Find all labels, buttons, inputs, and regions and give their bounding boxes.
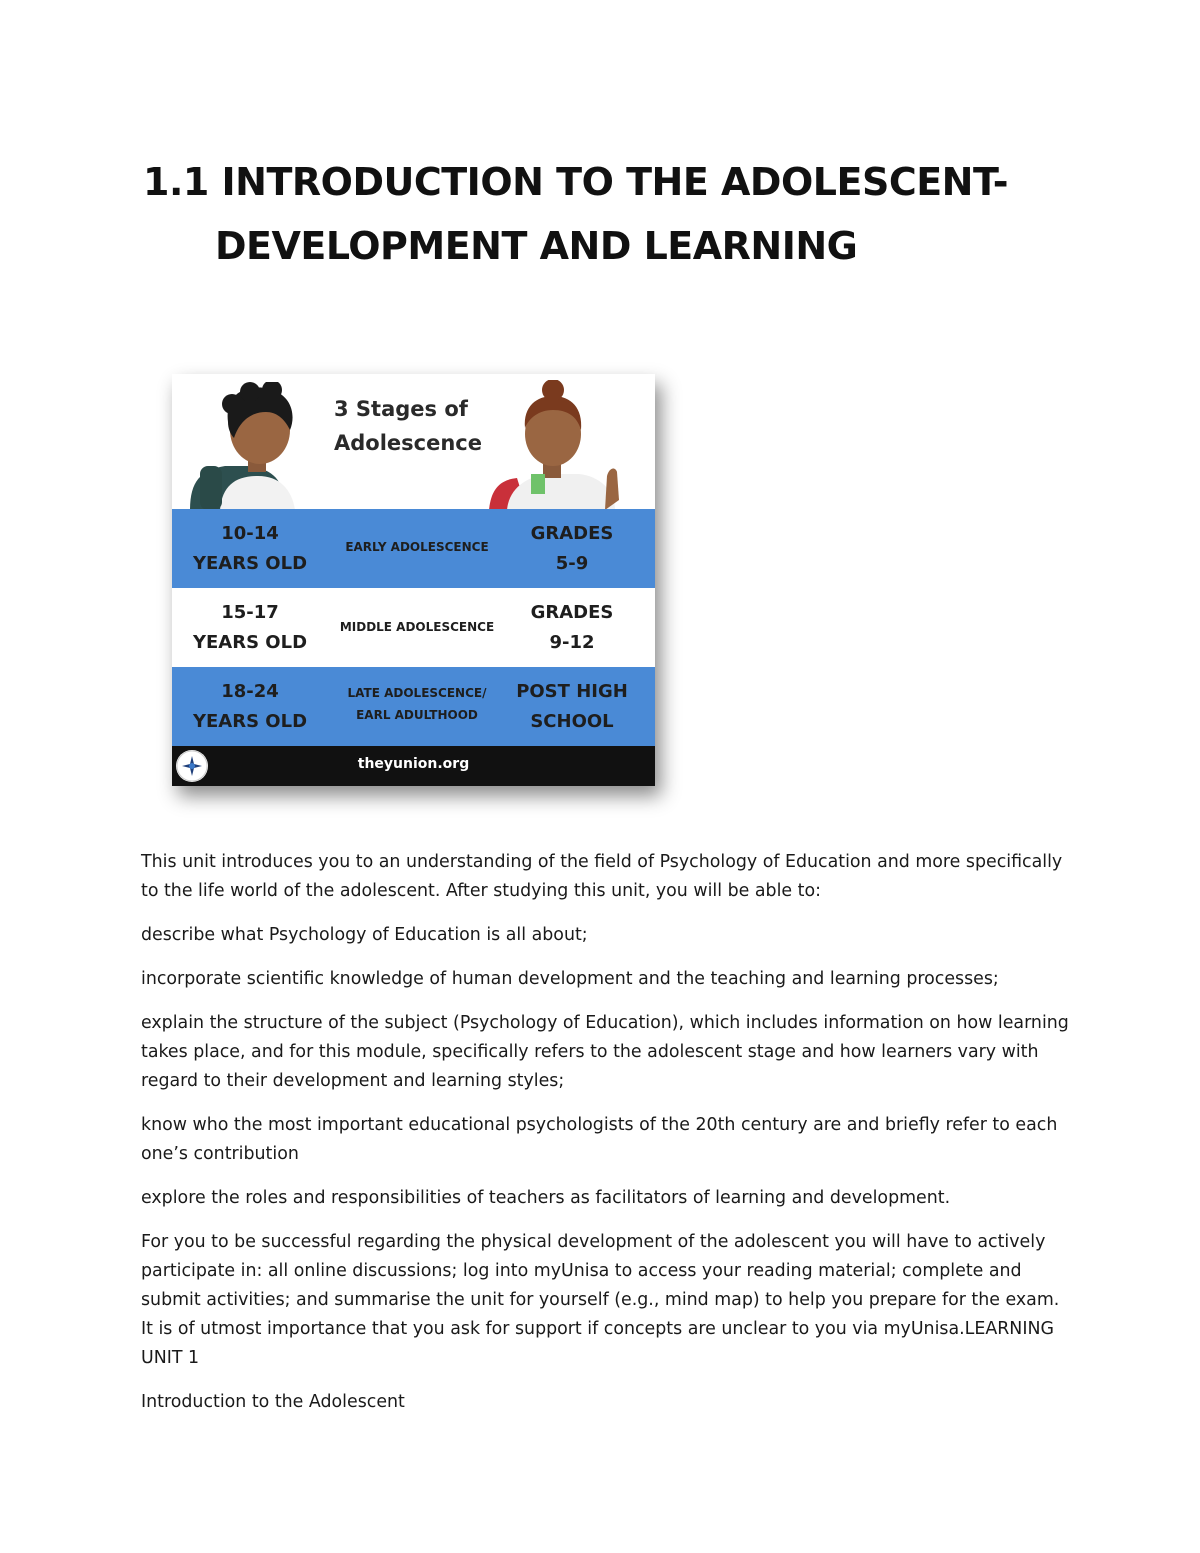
section-subtitle: Introduction to the Adolescent bbox=[141, 1392, 405, 1412]
grade-label: POST HIGH bbox=[516, 681, 628, 702]
infographic-title-line-2: Adolescence bbox=[334, 431, 482, 455]
body-text bbox=[141, 848, 1071, 1432]
objective-item: describe what Psychology of Education is all about; bbox=[141, 925, 588, 945]
title-line-2: DEVELOPMENT AND LEARNING bbox=[215, 224, 858, 268]
grade-range bbox=[502, 519, 642, 579]
age-range-value: 10-14 bbox=[221, 523, 279, 544]
title-line-1: 1.1 INTRODUCTION TO THE ADOLESCENT- bbox=[143, 160, 1009, 204]
student-girl-illustration bbox=[487, 380, 637, 510]
age-range bbox=[180, 519, 320, 579]
age-range-unit: YEARS OLD bbox=[192, 632, 308, 653]
success-paragraph: For you to be successful regarding the physical development of the adolescent you will have to actively participate in: all online discussions; log into myUnisa to access your reading material; complete and submit activities; and summarise the unit for yourself (e.g., mind map) to help you prepare for the exam. It is of utmost importance that you ask for support if concepts are unclear to you via myUnisa.LEARNING UNIT 1 bbox=[141, 1232, 1060, 1368]
infographic-title-line-1: 3 Stages of bbox=[334, 397, 468, 421]
stage-label-line-1: LATE ADOLESCENCE/ bbox=[347, 686, 487, 700]
stage-row-early bbox=[172, 509, 655, 588]
age-range-unit: YEARS OLD bbox=[192, 553, 308, 574]
intro-paragraph: This unit introduces you to an understanding of the field of Psychology of Education and more specifically to the life world of the adolescent. After studying this unit, you will be able to: bbox=[141, 852, 1063, 901]
infographic-title bbox=[334, 392, 494, 460]
age-range-value: 18-24 bbox=[221, 681, 279, 702]
grade-value: 9-12 bbox=[549, 632, 595, 653]
stage-row-middle bbox=[172, 588, 655, 667]
infographic-header bbox=[172, 374, 655, 509]
grade-label: GRADES bbox=[530, 523, 614, 544]
objective-item: explore the roles and responsibilities of teachers as facilitators of learning and development. bbox=[141, 1188, 951, 1208]
stage-label-line-2: EARL ADULTHOOD bbox=[356, 708, 478, 722]
objective-item: incorporate scientific knowledge of human development and the teaching and learning processes; bbox=[141, 969, 999, 989]
grade-value: SCHOOL bbox=[530, 711, 614, 732]
stage-row-late bbox=[172, 667, 655, 746]
stage-label-line-1: MIDDLE ADOLESCENCE bbox=[339, 620, 495, 634]
age-range bbox=[180, 598, 320, 658]
grade-label: GRADES bbox=[530, 602, 614, 623]
age-range-unit: YEARS OLD bbox=[192, 711, 308, 732]
grade-value: 5-9 bbox=[555, 553, 589, 574]
infographic-footer bbox=[172, 746, 655, 786]
grade-range bbox=[502, 677, 642, 737]
student-boy-illustration bbox=[180, 382, 320, 510]
source-url: theyunion.org bbox=[357, 756, 470, 772]
objective-item: explain the structure of the subject (Psychology of Education), which includes information on how learning takes place, and for this module, specifically refers to the adolescent stage and how learners vary with regard to their development and learning styles; bbox=[141, 1013, 1069, 1091]
page-title bbox=[143, 150, 1008, 278]
stage-label bbox=[332, 536, 502, 558]
grade-range bbox=[502, 598, 642, 658]
objective-item: know who the most important educational psychologists of the 20th century are and briefly refer to each one’s contribution bbox=[141, 1115, 1058, 1164]
age-range bbox=[180, 677, 320, 737]
age-range-value: 15-17 bbox=[221, 602, 279, 623]
stage-label bbox=[332, 616, 502, 638]
stage-label bbox=[332, 682, 502, 726]
stage-label-line-1: EARLY ADOLESCENCE bbox=[345, 540, 489, 554]
adolescence-stages-infographic bbox=[172, 374, 655, 786]
